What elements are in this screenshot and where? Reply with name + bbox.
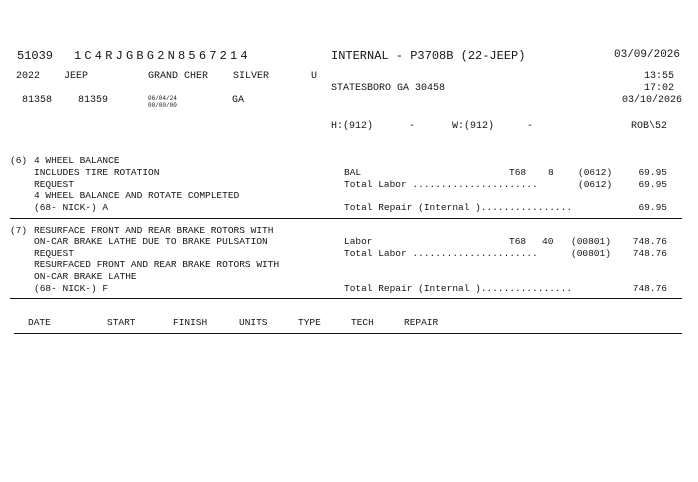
job-7-tech: T68	[509, 236, 527, 247]
job-7-total-labor-label: Total Labor ......................	[344, 248, 538, 259]
date-opened: 03/09/2026	[614, 49, 681, 61]
home-phone-dash: -	[409, 121, 416, 132]
job-7-line-1: RESURFACE FRONT AND REAR BRAKE ROTORS WITH	[34, 225, 274, 236]
col-finish: FINISH	[173, 317, 208, 328]
job-7-divider	[10, 298, 682, 299]
job-7-amount: 748.76	[632, 236, 667, 247]
job-6-total-labor-label: Total Labor ......................	[344, 179, 538, 190]
vehicle-color: SILVER	[233, 71, 270, 82]
job-6-number: (6)	[10, 155, 28, 166]
job-7-line-5: ON-CAR BRAKE LATHE	[34, 271, 137, 282]
small-date-2: 00/00/00	[148, 102, 177, 109]
document-title: INTERNAL - P3708B (22-JEEP)	[331, 49, 526, 63]
state: GA	[232, 95, 245, 106]
vehicle-year: 2022	[16, 71, 41, 82]
job-7-total-repair-amount: 748.76	[632, 283, 667, 294]
job-6-line-3: REQUEST	[34, 179, 74, 190]
col-repair: REPAIR	[404, 317, 439, 328]
service-advisor: ROB\52	[630, 121, 667, 132]
col-units: UNITS	[239, 317, 268, 328]
time-out: 17:02	[643, 83, 674, 94]
col-date: DATE	[28, 317, 51, 328]
col-type: TYPE	[298, 317, 321, 328]
small-date-1: 06/04/24	[148, 95, 177, 102]
job-6-line-4: 4 WHEEL BALANCE AND ROTATE COMPLETED	[34, 190, 240, 201]
col-start: START	[107, 317, 136, 328]
customer-city: STATESBORO GA 30458	[331, 83, 446, 94]
job-6-hours: 8	[548, 167, 554, 178]
work-phone-dash: -	[527, 121, 534, 132]
job-6-total-repair-amount: 69.95	[638, 202, 667, 213]
job-7-number: (7)	[10, 225, 28, 236]
job-6-line-1: 4 WHEEL BALANCE	[34, 155, 120, 166]
work-phone: W:(912)	[452, 121, 495, 132]
job-6-amount: 69.95	[638, 167, 667, 178]
job-7-op-code: Labor	[344, 236, 373, 247]
job-7-line-2: ON-CAR BRAKE LATHE DUE TO BRAKE PULSATION	[34, 236, 268, 247]
job-6-total-labor-amount: 69.95	[638, 179, 667, 190]
job-7-total-labor-ref: (00801)	[571, 248, 611, 259]
job-6-line-2: INCLUDES TIRE ROTATION	[34, 167, 160, 178]
vin: 1C4RJGBG2N8567214	[74, 49, 251, 63]
vehicle-make: JEEP	[64, 71, 89, 82]
job-6-op-code: BAL	[344, 167, 362, 178]
mileage-out: 81359	[78, 95, 109, 106]
job-7-total-labor-amount: 748.76	[632, 248, 667, 259]
ro-number: 51039	[17, 49, 54, 63]
mileage-in: 81358	[22, 95, 53, 106]
job-6-tech: T68	[509, 167, 527, 178]
vehicle-model: GRAND CHER	[148, 71, 209, 82]
job-6-total-repair-label: Total Repair (Internal )................	[344, 202, 573, 213]
job-6-line-5: (68- NICK-) A	[34, 202, 109, 213]
vehicle-flag: U	[311, 71, 318, 82]
job-7-line-3: REQUEST	[34, 248, 74, 259]
job-7-op-ref: (00801)	[571, 236, 611, 247]
col-tech: TECH	[351, 317, 374, 328]
job-7-hours: 40	[542, 236, 554, 247]
job-6-op-ref: (0612)	[578, 167, 613, 178]
job-7-line-6: (68- NICK-) F	[34, 283, 109, 294]
job-7-line-4: RESURFACED FRONT AND REAR BRAKE ROTORS WITH	[34, 259, 280, 270]
job-6-total-labor-ref: (0612)	[578, 179, 613, 190]
time-in: 13:55	[643, 71, 674, 82]
date-closed: 03/10/2026	[621, 95, 682, 106]
job-7-total-repair-label: Total Repair (Internal )................	[344, 283, 573, 294]
footer-divider	[14, 333, 682, 334]
home-phone: H:(912)	[331, 121, 374, 132]
job-6-divider	[10, 218, 682, 219]
